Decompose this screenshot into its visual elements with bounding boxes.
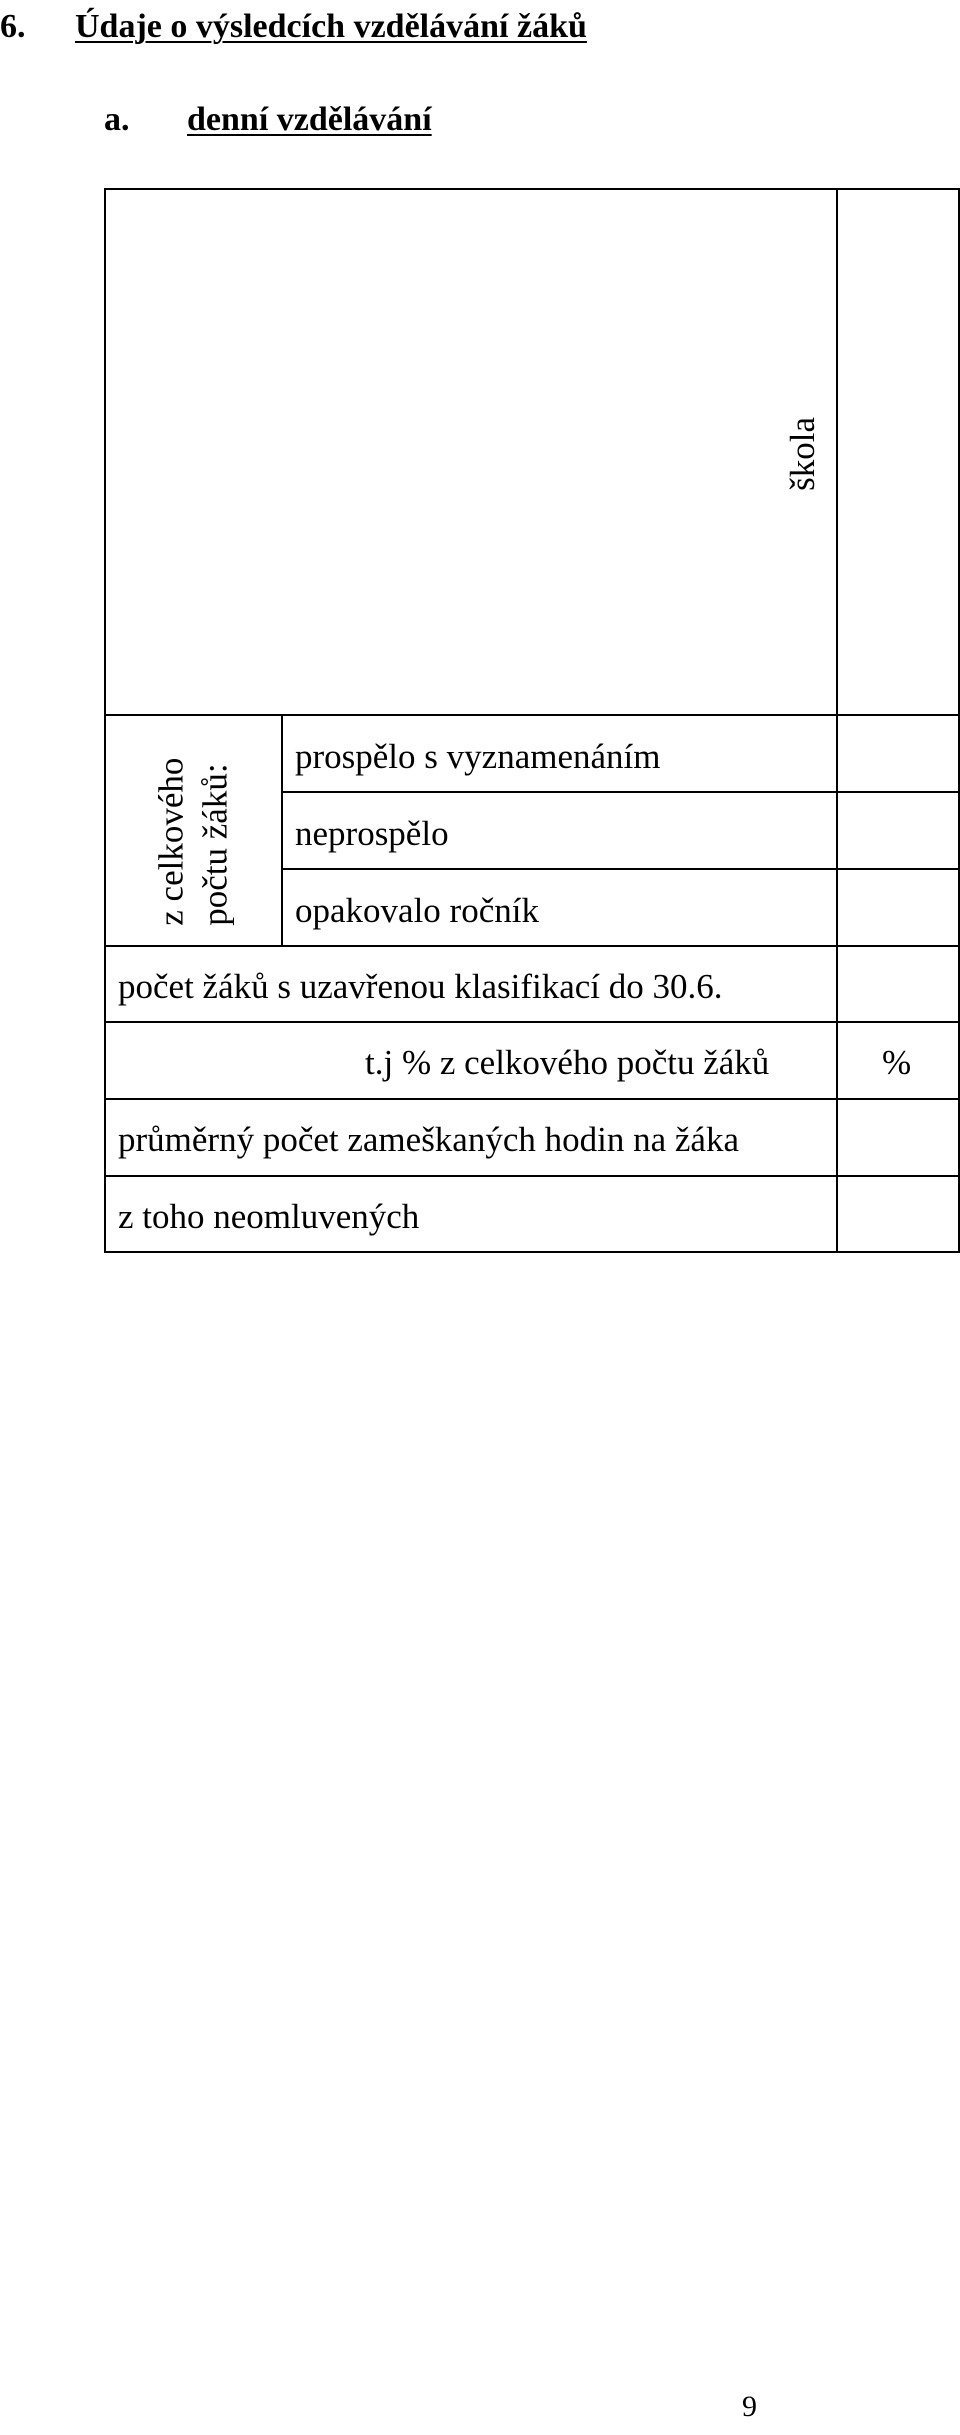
row-label-prumerny: průměrný počet zameškaných hodin na žáka [118, 1120, 739, 1159]
subsection-letter: a. [104, 101, 130, 138]
row-label-tj: t.j % z celkového počtu žáků [365, 1043, 770, 1082]
row-divider [281, 791, 960, 793]
section-number: 6. [0, 8, 26, 45]
column-header-skola: škola [783, 416, 823, 491]
group-label-line1: z celkového [151, 757, 191, 926]
table-bottom-border [104, 1251, 960, 1253]
row-divider [104, 1021, 960, 1023]
row-label-ztoho: z toho neomluvených [118, 1197, 420, 1236]
row-unit-percent: % [882, 1043, 912, 1082]
table-top-border [104, 188, 960, 190]
row-label-pocet: počet žáků s uzavřenou klasifikací do 30.6. [118, 967, 723, 1006]
table-left-border [104, 188, 106, 1253]
header-row-bottom-border [104, 714, 960, 716]
section-title: Údaje o výsledcích vzdělávání žáků [75, 8, 587, 45]
subsection-title: denní vzdělávání [187, 101, 432, 138]
row-divider [104, 1175, 960, 1177]
row-label-opakovalo: opakovalo ročník [295, 891, 539, 930]
row-divider [104, 945, 960, 947]
row-divider [281, 868, 960, 870]
row-label-neprospelo: neprospělo [295, 814, 449, 853]
group-label-divider [281, 714, 283, 947]
group-label [149, 736, 237, 926]
row-divider [104, 1098, 960, 1100]
table-value-column-divider [836, 188, 838, 1253]
page-number: 9 [742, 2390, 757, 2423]
group-label-line2: počtu žáků: [195, 763, 234, 926]
row-label-prospelo: prospělo s vyznamenáním [295, 737, 661, 776]
